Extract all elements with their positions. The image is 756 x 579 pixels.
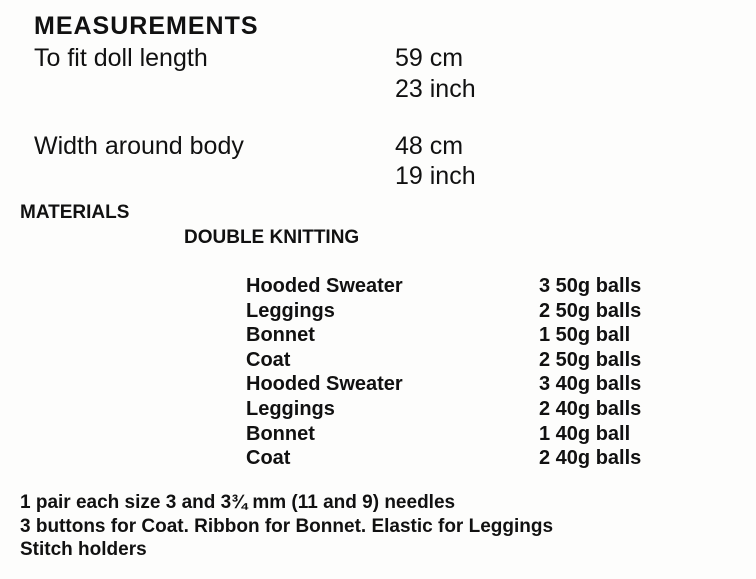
table-row	[246, 275, 686, 300]
yarn-qty: 2 50g balls	[539, 348, 642, 371]
body-width-cm: 48 cm	[395, 132, 464, 160]
doll-length-inch: 23 inch	[395, 75, 476, 103]
yarn-type-heading: DOUBLE KNITTING	[184, 227, 360, 248]
yarn-requirements-table	[246, 275, 686, 472]
table-row	[246, 447, 686, 472]
yarn-qty: 2 40g balls	[539, 447, 642, 470]
table-row	[246, 324, 686, 349]
table-row	[246, 373, 686, 398]
buttons-ribbon-elastic-note: 3 buttons for Coat. Ribbon for Bonnet. Elastic for Leggings	[20, 515, 554, 537]
yarn-item: Hooded Sweater	[246, 275, 403, 297]
doll-length-label: To fit doll length	[34, 44, 208, 72]
yarn-item: Coat	[246, 348, 291, 371]
table-row	[246, 398, 686, 423]
measurements-heading: MEASUREMENTS	[34, 12, 259, 40]
body-width-label: Width around body	[34, 132, 244, 160]
table-row	[246, 300, 686, 325]
yarn-qty: 2 40g balls	[539, 397, 642, 420]
yarn-qty: 1 50g ball	[539, 324, 631, 347]
stitch-holders-note: Stitch holders	[20, 539, 147, 560]
yarn-item: Leggings	[246, 397, 335, 420]
yarn-qty: 3 50g balls	[539, 275, 642, 297]
materials-heading: MATERIALS	[20, 202, 130, 223]
yarn-qty: 2 50g balls	[539, 299, 642, 322]
yarn-item: Leggings	[246, 299, 335, 322]
yarn-item: Bonnet	[246, 422, 315, 445]
table-row	[246, 423, 686, 448]
needles-note: 1 pair each size 3 and 3¾ mm (11 and 9) needles	[20, 492, 456, 513]
materials-notes	[20, 491, 553, 562]
yarn-qty: 1 40g ball	[539, 422, 631, 445]
yarn-item: Hooded Sweater	[246, 373, 403, 396]
yarn-qty: 3 40g balls	[539, 373, 642, 396]
table-row	[246, 349, 686, 374]
yarn-item: Bonnet	[246, 324, 315, 347]
yarn-item: Coat	[246, 447, 291, 470]
doll-length-cm: 59 cm	[395, 44, 464, 72]
body-width-inch: 19 inch	[395, 162, 476, 190]
